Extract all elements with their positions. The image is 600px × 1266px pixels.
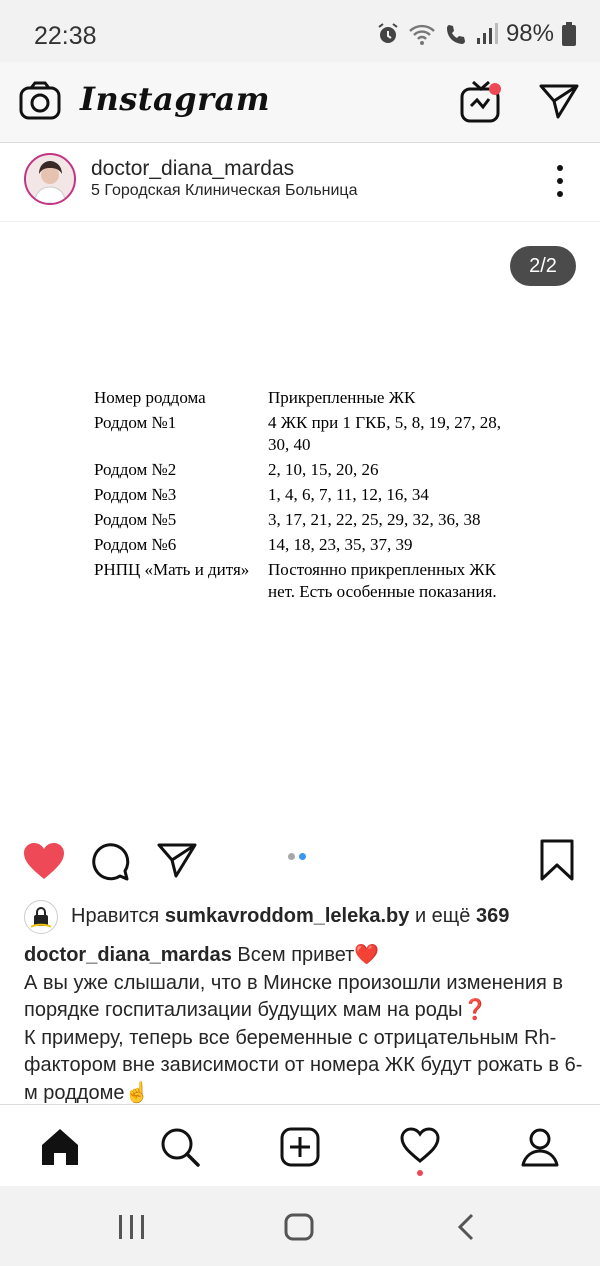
caption-line: А вы уже слышали, что в Минске произошли изменения в порядке госпитализации будущих мам на роды — [24, 971, 564, 1021]
search-icon[interactable] — [160, 1127, 200, 1167]
profile-icon[interactable] — [520, 1127, 560, 1167]
table-row — [94, 534, 508, 559]
post-header — [0, 143, 600, 222]
activity-icon[interactable] — [400, 1127, 440, 1163]
post-username[interactable]: doctor_diana_mardas — [91, 157, 295, 180]
recents-icon[interactable] — [118, 1214, 146, 1240]
post-location[interactable]: 5 Городская Клиническая Больница — [91, 182, 358, 199]
like-heart-icon[interactable] — [22, 841, 66, 881]
new-post-icon[interactable] — [280, 1127, 320, 1167]
more-options-icon[interactable] — [550, 163, 570, 199]
author-avatar[interactable] — [24, 153, 76, 205]
table-cell-clinics: Постоянно прикрепленных ЖК нет. Есть особенные показания. — [268, 560, 497, 601]
wifi-icon — [408, 22, 436, 46]
back-icon[interactable] — [456, 1213, 476, 1241]
system-navigation — [0, 1186, 600, 1266]
direct-icon[interactable] — [538, 82, 580, 120]
share-icon[interactable] — [156, 841, 198, 879]
status-bar — [0, 0, 600, 62]
home-button-icon[interactable] — [284, 1213, 314, 1241]
caption-author[interactable]: doctor_diana_mardas — [24, 944, 232, 966]
battery-level: 98% — [505, 20, 554, 47]
table-row — [94, 484, 508, 509]
post-caption — [24, 942, 584, 1104]
likes-text[interactable] — [71, 905, 509, 928]
likes-row[interactable] — [24, 900, 584, 934]
table-row — [94, 459, 508, 484]
app-header — [0, 62, 600, 143]
caption-line: К примеру, теперь все беременные с отрицательным Rh-фактором вне зависимости от номера ЖК будут рожать в 6-м роддоме — [24, 1026, 583, 1104]
carousel-indicator — [288, 853, 306, 860]
table-cell-clinics: 4 ЖК при 1 ГКБ, 5, 8, 19, 27, 28, 30, 40 — [268, 413, 501, 454]
carousel-dot — [288, 853, 295, 860]
status-icons — [376, 20, 576, 48]
hospital-table — [94, 387, 508, 606]
battery-icon — [562, 22, 576, 46]
comment-icon[interactable] — [91, 841, 131, 881]
table-cell-hospital: Роддом №1 — [94, 413, 177, 432]
likes-middle: и ещё — [414, 905, 471, 927]
question-emoji: ❓ — [462, 999, 488, 1021]
table-cell-hospital: РНПЦ «Мать и дитя» — [94, 560, 250, 579]
table-cell-hospital: Роддом №5 — [94, 510, 177, 529]
activity-notification-dot — [417, 1170, 423, 1176]
post-actions — [0, 835, 600, 885]
table-cell-clinics: 1, 4, 6, 7, 11, 12, 16, 34 — [268, 485, 429, 504]
bookmark-icon[interactable] — [539, 839, 575, 881]
liker-avatar[interactable] — [24, 900, 58, 934]
table-cell-hospital: Роддом №3 — [94, 485, 177, 504]
heart-emoji: ❤️ — [354, 944, 380, 966]
table-header-row — [94, 387, 508, 412]
likes-count[interactable]: 369 — [475, 905, 510, 927]
table-row — [94, 509, 508, 534]
table-row — [94, 412, 508, 459]
signal-icon — [476, 22, 498, 46]
table-cell-clinics: 14, 18, 23, 35, 37, 39 — [268, 535, 413, 554]
table-cell-hospital: Роддом №6 — [94, 535, 177, 554]
camera-icon[interactable] — [19, 81, 61, 121]
table-cell-clinics: 3, 17, 21, 22, 25, 29, 32, 36, 38 — [268, 510, 481, 529]
slide-counter: 2/2 — [510, 246, 576, 286]
table-header: Прикрепленные ЖК — [268, 388, 416, 407]
table-header: Номер роддома — [94, 388, 206, 407]
liker-username[interactable]: sumkavroddom_leleka.by — [164, 905, 410, 927]
status-time: 22:38 — [34, 22, 97, 50]
igtv-icon[interactable] — [459, 78, 503, 124]
table-cell-hospital: Роддом №2 — [94, 460, 177, 479]
table-cell-clinics: 2, 10, 15, 20, 26 — [268, 460, 379, 479]
instagram-logo: Instagram — [80, 80, 271, 118]
alarm-icon — [376, 22, 400, 46]
pointing-emoji: ☝️ — [124, 1081, 150, 1104]
call-icon — [444, 22, 468, 46]
likes-prefix: Нравится — [71, 905, 160, 927]
table-row — [94, 559, 508, 606]
bottom-navigation — [0, 1104, 600, 1187]
carousel-dot-active — [299, 853, 306, 860]
igtv-badge — [489, 83, 501, 95]
home-icon[interactable] — [40, 1127, 80, 1167]
caption-greeting: Всем привет — [237, 944, 355, 966]
